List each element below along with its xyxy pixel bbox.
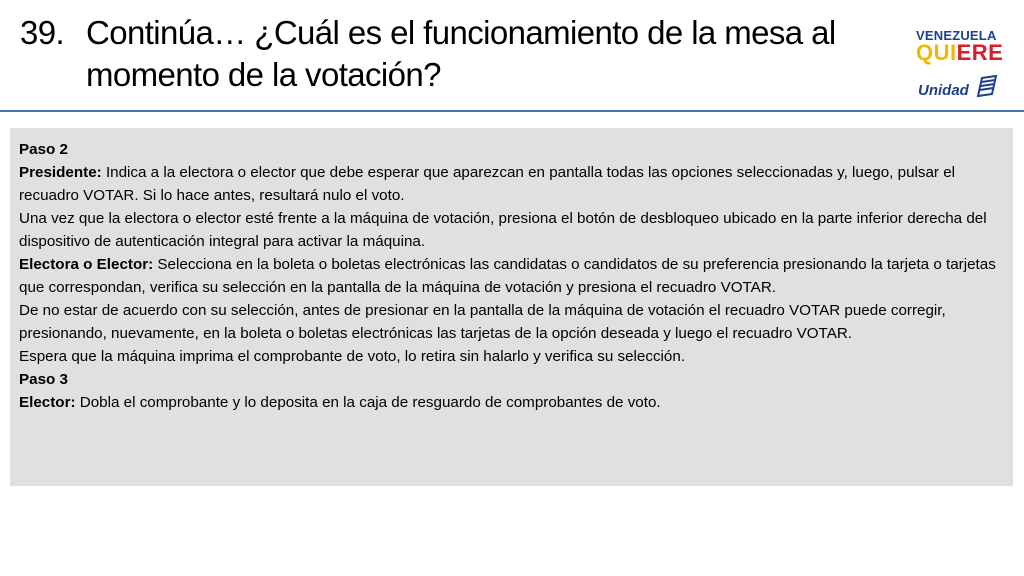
electora-text: Selecciona en la boleta o boletas electrónicas las candidatas o candidatos de su preferencia presionando la tarjeta o tarjetas que correspondan, verifica su selección en la pantalla de la máquina de votación y presiona el recuadro VOTAR. [19, 256, 996, 296]
title-divider [0, 110, 1024, 112]
espera-paragraph: Espera que la máquina imprima el comprobante de voto, lo retira sin halarlo y verifica su selección. [19, 348, 686, 365]
logo-quiere-text [916, 40, 1003, 66]
corregir-paragraph: De no estar de acuerdo con su selección, antes de presionar en la pantalla de la máquina de votación el recuadro VOTAR puede corregir, presionando, nuevamente, en la boleta o boletas electrónicas las tarjetas de la opción deseada y luego el recuadro VOTAR. [19, 302, 946, 342]
slide-title-text: Continúa… ¿Cuál es el funcionamiento de la mesa al momento de la votación? [86, 14, 836, 93]
logo-quiere-part-a: QUI [916, 40, 957, 65]
content-box [10, 128, 1013, 486]
elector-paragraph [19, 391, 1005, 414]
desbloqueo-paragraph: Una vez que la electora o elector esté frente a la máquina de votación, presiona el botón de desbloqueo ubicado en la parte inferior derecha del dispositivo de autenticación integral para activar la máquina. [19, 210, 987, 250]
flag-stripes-icon [972, 74, 998, 100]
presidente-paragraph [19, 161, 1005, 207]
slide-title [20, 12, 900, 96]
logo-quiere-part-b: ERE [956, 40, 1004, 65]
paso-2-heading: Paso 2 [19, 141, 68, 158]
venezuela-quiere-unidad-logo [908, 18, 1008, 110]
presidente-label: Presidente: [19, 164, 102, 181]
slide-number: 39. [20, 14, 65, 51]
elector-text: Dobla el comprobante y lo deposita en la caja de resguardo de comprobantes de voto. [75, 394, 661, 411]
electora-label: Electora o Elector: [19, 256, 154, 273]
logo-unidad-text: Unidad [918, 82, 969, 99]
paso-3-heading: Paso 3 [19, 371, 68, 388]
logo-venezuela-text: VENEZUELA [916, 28, 997, 43]
elector-label: Elector: [19, 394, 76, 411]
electora-paragraph [19, 253, 1005, 299]
presidente-text: Indica a la electora o elector que debe esperar que aparezcan en pantalla todas las opciones seleccionadas y, luego, pulsar el recuadro VOTAR. Si lo hace antes, resultará nulo el voto. [19, 164, 956, 204]
